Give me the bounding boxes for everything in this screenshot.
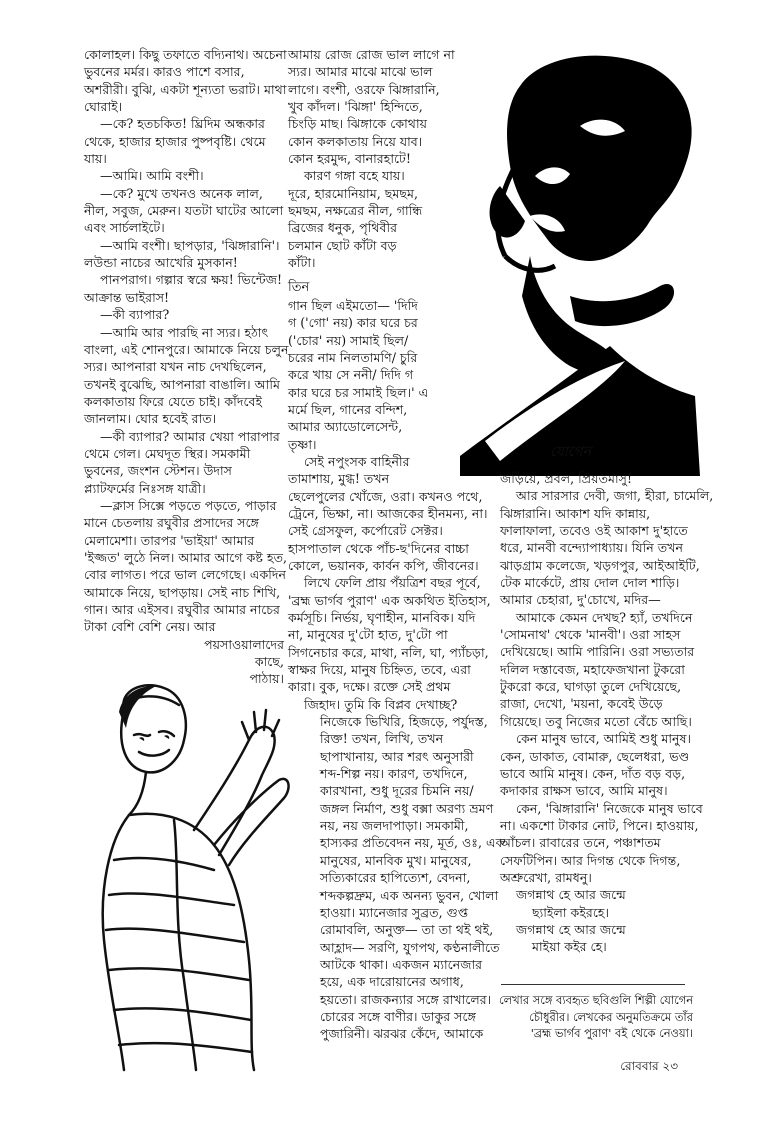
- text-line: সেই গ্রেসফুল, কর্পোরেট সেক্টর।: [288, 523, 443, 539]
- text-line: তখনই বুঝেছি, আপনারা বাঙালি। আমি: [84, 376, 280, 392]
- text-line: আটকে থাকা। একজন ম্যানেজার: [320, 956, 483, 972]
- text-line: ভুবনের, জংশন স্টেশন। উদাস: [84, 463, 232, 479]
- text-line: কেন মানুষ ভাবে, আমিই শুধু মানুষ।: [516, 731, 692, 747]
- text-line: পানপরাগ। গল্পার স্বরে ক্ষয়! ভিন্টেজ!: [100, 272, 283, 288]
- text-line: জগন্নাথ হে আর জন্মে: [516, 921, 626, 937]
- text-line: নীল, সবুজ, মেরুন। যতটা ঘাটের আলো: [84, 203, 284, 219]
- text-line: নিজেকে ভিখিরি, হিজড়ে, পর্যুদস্ত,: [320, 714, 488, 730]
- text-line: জড়িয়ে, প্রবল, প্রিয়তমাসু!: [500, 471, 633, 486]
- text-line: কোলে, ভয়ানক, কার্বন কপি, জীবনের।: [288, 557, 479, 573]
- text-line: ছ্যাইলা কইরহে।: [532, 904, 609, 920]
- text-line: থেমে গেল। মেঘদূত স্থির। সমকামী: [84, 445, 251, 461]
- text-line: চোরের সঙ্গে বাণীর। ডাকুর সঙ্গে: [320, 1008, 476, 1024]
- text-line: শব্দ-শিল্প নয়। কারণ, তখদিনে,: [320, 766, 468, 782]
- text-line: পয়সাওয়ালাদের: [204, 636, 284, 652]
- text-line: কোন হরমুদ্দ, বানারহাটে!: [288, 151, 411, 167]
- text-line: আমার চেহারা, দু'চোখে, মদির—: [500, 592, 661, 608]
- text-line: —কী ব্যাপার?: [100, 307, 170, 323]
- text-line: জিহাদ। তুমি কি বিপ্লব দেখাচ্ছ?: [304, 696, 458, 712]
- text-line: খুব কাঁদল। 'ঝিঙ্গা' হিন্দিতে,: [288, 99, 423, 115]
- text-line: —কে? হতচকিত! ঘ্রিদিম অন্ধকার: [100, 116, 265, 132]
- text-line: না, মানুষের দু'টো হাত, দু'টো পা: [288, 627, 448, 643]
- text-line: জঙ্গল নির্মাণ, শুধু বক্সা অরণ্য ভ্রমণ: [320, 800, 494, 816]
- text-line: ট্রেনে, ভিক্ষা, না। আজকের হীনমন্য, না।: [288, 505, 488, 521]
- text-line: ছাপাখানায়, আর শরৎ অনুসারী: [320, 748, 474, 764]
- text-line: মাইয়া কইর হে।: [532, 939, 607, 955]
- text-line: চলমান ছোট কাঁটা বড়: [288, 237, 397, 253]
- text-line: 'ইজ্জত' লুঠে নিল। আমার আগে কষ্ট হত,: [84, 549, 288, 565]
- text-line: থেকে, হাজার হাজার পুষ্পবৃষ্টি। থেমে: [84, 133, 266, 149]
- text-line: আহ্লাদ— সরণি, যুগপথ, কণ্ঠনালীতে: [320, 939, 500, 955]
- text-line: ছেলেপুলের খোঁজে, ওরা। কখনও পথে,: [288, 488, 483, 504]
- text-line: পাঠায়।: [249, 671, 284, 687]
- spacer: [288, 271, 488, 279]
- text-line: প্ল্যাটফর্মের নিঃসঙ্গ যাত্রী।: [84, 480, 206, 496]
- text-line: —ক্লাস সিক্সে পড়তে পড়তে, পাড়ার: [100, 497, 277, 513]
- text-line: হাসপাতাল থেকে পাঁচ-ছ'দিনের বাচ্চা: [288, 540, 469, 556]
- text-line: —কী ব্যাপার? আমার খেয়া পারাপার: [100, 428, 280, 444]
- text-line: ('চোর' নয়) সামাই ছিল/: [288, 332, 409, 348]
- text-line: আঁচল। রাবারের তনে, পঞ্চাশতম: [500, 835, 661, 851]
- text-line: টুকরো করে, ঘাগড়া তুলে দেখিয়েছে,: [500, 679, 682, 695]
- text-line: ভাবে আমি মানুষ। কেন, দাঁত বড় বড়,: [500, 765, 686, 781]
- text-line: হাওয়া। ম্যানেজার সুব্রত, গুপ্ত: [320, 904, 469, 920]
- text-line: মর্মে ছিল, গানের বন্দিশ,: [288, 401, 408, 417]
- column-1: [84, 46, 289, 688]
- text-line: কোন কলকাতায় নিয়ে যাব।: [288, 133, 423, 149]
- text-line: হাস্যকর প্রতিবেদন নয়, মূর্ত, ওঃ, এক: [320, 835, 505, 851]
- text-line: অশ্রুরেখা, রামধনু।: [500, 869, 592, 885]
- text-line: এবং সার্চলাইটে।: [84, 220, 165, 236]
- text-line: সেফটিপিন। আর দিগন্ত থেকে দিগন্ত,: [500, 852, 681, 868]
- text-line: 'ব্রহ্ম ভার্গব পুরাণ' এক অকথিত ইতিহাস,: [288, 592, 491, 608]
- text-line: গিয়েছে। তবু নিজের মতো বেঁচে আছি।: [500, 713, 692, 729]
- text-line: —আমি। আমি বংশী।: [100, 168, 204, 184]
- page-footer: রোববার ২৩: [620, 1059, 678, 1073]
- text-line: আমায় রোজ রোজ ভাল লাগে না: [288, 47, 455, 62]
- woman-illustration: [84, 680, 294, 1075]
- caption-line: লেখার সঙ্গে ব্যবহৃত ছবিগুলি শিল্পী যোগেন: [498, 993, 693, 1007]
- text-line: রোমাবলি, অনুক্ত— তা তা থই থই,: [320, 922, 494, 938]
- text-line: না। একশো টাকার নোট, পিনে। হাওয়ায়,: [500, 817, 699, 833]
- text-line: কলকাতায় ফিরে যেতে চাই। কাঁদবেই: [84, 393, 263, 409]
- text-line: দূরে, হারমোনিয়াম, ছমছম,: [288, 185, 418, 201]
- text-line: পুজারিনী। ঝরঝর কেঁদে, আমাকে: [320, 1026, 484, 1042]
- text-line: কারখানা, শুধু দূরের চিমনি নয়/: [320, 783, 474, 799]
- text-line: ব্রিজের ধনুক, পৃথিবীর: [288, 220, 398, 236]
- text-line: ভুবনের মর্মর। কারও পাশে বসার,: [84, 64, 245, 80]
- text-line: —আমি বংশী। ছাপড়ার, 'ঝিঙ্গারানি'।: [100, 237, 280, 253]
- text-line: কর্মসূচি। নির্ভয়, ঘৃণাহীন, মানবিক। যদি: [288, 610, 476, 625]
- text-line: কোলাহল। কিছু তফাতে বদ্যিনাথ। অচেনা: [84, 47, 287, 62]
- text-line: নয়, নয় জলদাপাড়া। সমকামী,: [320, 818, 469, 834]
- text-line: আর সারসার দেবী, জগা, হীরা, চামেলি,: [516, 488, 714, 504]
- artist-signature: যোগেন: [550, 444, 591, 460]
- text-line: মেলামেশা। তারপর 'ভাইয়া' আমার: [84, 532, 255, 548]
- text-line: কদাকার রাক্ষস ভাবে, আমি মানুষ।: [500, 783, 668, 799]
- text-line: আক্রান্ত ভাইরাস!: [84, 289, 170, 305]
- text-line: তৃষ্ণা।: [288, 436, 317, 452]
- text-line: হয়তো। রাজকন্যার সঙ্গে রাখালের।: [320, 991, 492, 1007]
- text-line: হয়ে, এক দারোয়ানের অগাধ,: [320, 974, 464, 990]
- text-line: —কে? মুখে তখনও অনেক লাল,: [100, 185, 263, 201]
- text-line: গান। আর এইসব। রঘুবীর আমার নাচের: [84, 602, 280, 617]
- text-line: কাঁটা।: [288, 255, 316, 271]
- text-line: জানলাম। ঘোর হবেই রাত।: [84, 411, 217, 427]
- text-line: সিগনেচার করে, মাথা, নলি, ঘা, প্যাঁচড়া,: [288, 644, 489, 660]
- illustration-credit: [493, 992, 693, 1042]
- text-line: যায়।: [84, 151, 107, 167]
- text-line: রিক্ত! তখন, লিখি, তখন: [320, 731, 444, 747]
- text-line: ঝাড়গ্রাম কলেজে, খড়গপুর, আইআইটি,: [500, 557, 700, 573]
- text-line: ঝিঙ্গারানি। আকাশ যদি কান্নায়,: [500, 505, 651, 521]
- text-line: কাছে,: [254, 654, 284, 670]
- caption-line: 'ব্রহ্ম ভার্গব পুরাণ' বই থেকে নেওয়া।: [530, 1026, 693, 1040]
- section-heading: তিন: [288, 280, 310, 296]
- text-line: —আমি আর পারছি না স্যর। হঠাৎ: [100, 324, 269, 340]
- text-line: বাংলা, এই শোনপুরে। আমাকে নিয়ে চলুন: [84, 341, 289, 357]
- text-line: টেক মার্কেটে, প্রায় দোল দোল শাড়ি।: [500, 575, 680, 591]
- text-line: সেই নপুংসক বাহিনীর: [304, 453, 410, 469]
- text-line: তামাশায়, মুগ্ধ! তখন: [288, 471, 390, 487]
- text-line: লিখে ফেলি প্রায় পঁয়ত্রিশ বছর পূর্বে,: [304, 575, 481, 591]
- text-line: স্বাক্ষর দিয়ে, মানুষ চিহ্নিত, তবে, এরা: [288, 662, 471, 678]
- text-line: মানুষের, মানবিক মুখ। মানুষের,: [320, 852, 472, 868]
- text-line: লাগে। বংশী, ওরফে ঝিঙ্গারানি,: [288, 81, 440, 97]
- text-line: আমার অ্যাডোলেসেন্ট,: [288, 419, 403, 435]
- text-line: চরের নাম নিলতামণি/ চুরি: [288, 349, 418, 365]
- text-line: কেন, ডাকাত, বোমারু, ছেলেধরা, ভণ্ড: [500, 748, 690, 764]
- text-line: গ ('গো' নয়) কার ঘরে চর: [288, 315, 418, 331]
- text-line: গান ছিল এইমতো— 'দিদি: [288, 297, 418, 313]
- text-line: মানে চেতলায় রঘুবীর প্রসাদের সঙ্গে: [84, 515, 259, 531]
- text-line: শব্দকল্পদ্রুম, এক অনন্য ভুবন, খোলা: [320, 887, 499, 903]
- text-line: স্যর। আপনারা যখন নাচ দেখছিলেন,: [84, 359, 267, 375]
- text-line: আমাকে কেমন দেখছ? হ্যাঁ, তখদিনে: [516, 609, 693, 625]
- text-line: কেন, 'ঝিঙ্গারানি' নিজেকে মানুষ ভাবে: [516, 800, 703, 816]
- text-line: স্যর। আমার মাঝে মাঝে ভাল: [288, 64, 433, 80]
- text-line: চিংড়ি মাছ। ঝিঙ্গাকে কোথায়: [288, 116, 428, 132]
- text-line: অশরীরী। বুঝি, একটা শূন্যতা ভরাট। মাথা: [84, 81, 287, 97]
- text-line: আমাকে নিয়ে, ছাপড়ায়। সেই নাচ শিখি,: [84, 584, 281, 600]
- text-line: কারা। বুক, দক্ষে। রক্তে সেই প্রথম: [288, 679, 451, 695]
- text-line: রাজা, দেখো, 'ময়না, কবেই উড়ে: [500, 696, 663, 712]
- text-line: ঘোরাই।: [84, 99, 123, 115]
- column-3: [500, 470, 714, 956]
- portrait-illustration: [460, 46, 700, 476]
- text-line: করে খায় সে ননী/ দিদি গ: [288, 367, 414, 383]
- text-line: দলিল দস্তাবেজ, মহাফেজখানা টুকরো: [500, 661, 685, 677]
- text-line: 'সোমনাথ' থেকে 'মানবী'। ওরা সাহস: [500, 627, 681, 643]
- text-line: কারণ গঙ্গা বহে যায়।: [304, 168, 405, 184]
- caption-line: চৌধুরীর। লেখকের অনুমতিক্রমে তাঁর: [529, 1009, 693, 1024]
- text-line: লউন্ডা নাচের আখেরি মুসকান!: [84, 255, 238, 271]
- text-line: বোর লাগত। পরে ভাল লেগেছে। একদিন: [84, 567, 287, 583]
- column-2: [288, 46, 505, 1043]
- text-line: সত্যিকারের হাপিত্যেশ, বেদনা,: [320, 870, 471, 886]
- text-line: ছমছম, নক্ষত্রের নীল, গান্ধি: [288, 203, 423, 219]
- text-line: জগন্নাথ হে আর জন্মে: [516, 887, 626, 903]
- text-line: কার ঘরে চর সামাই ছিল।' এ: [288, 384, 429, 400]
- text-line: দেখিয়েছে। আমি পারিনি। ওরা সভ্যতার: [500, 644, 695, 660]
- text-line: টাকা বেশি বেশি নেয়। আর: [84, 619, 216, 635]
- text-line: ফালাফালা, তবেও ওই আকাশ দু'হাতে: [500, 523, 688, 539]
- text-line: ধরে, মানবী বন্দ্যোপাধ্যায়। যিনি তখন: [500, 540, 684, 556]
